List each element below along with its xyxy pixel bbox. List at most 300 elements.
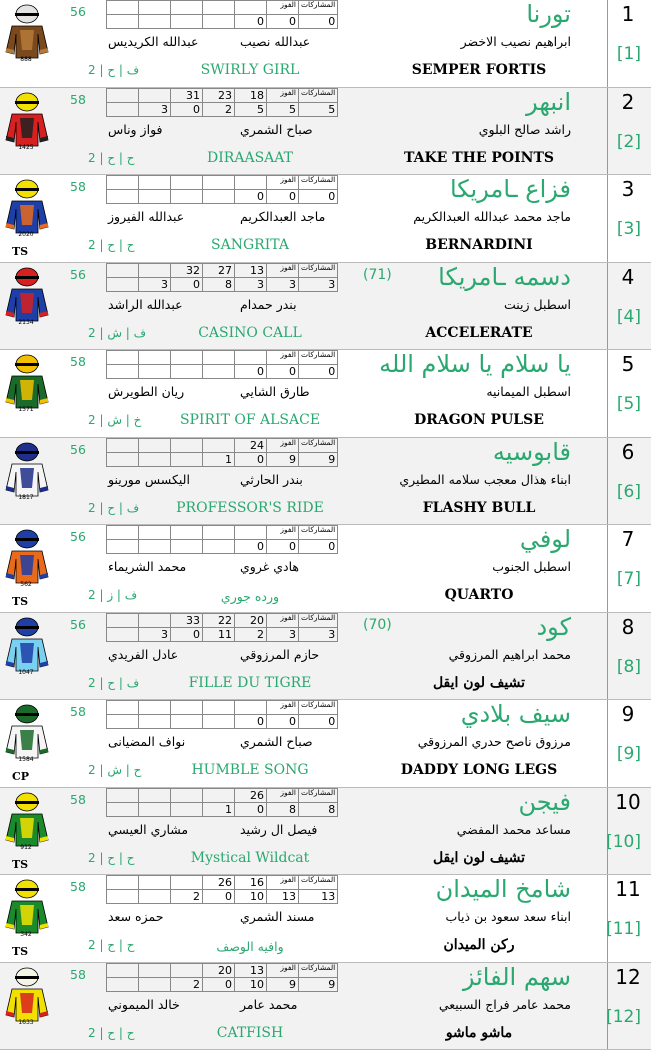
stat-cell: 3 [267,277,299,291]
jockey-name: عبدالله الراشد [108,296,183,312]
stat-cell [107,613,139,627]
number-column [607,175,651,262]
sire-name: تشيف لون ايقل [432,674,526,691]
form-stats-table [106,350,338,379]
stat-cell: 20 [235,613,267,627]
stat-cell: 22 [203,613,235,627]
stat-cell: 0 [267,365,299,379]
runs-header: المشاركات [299,1,338,15]
stat-cell [107,176,139,190]
number-column [607,788,651,875]
stat-cell [139,963,171,977]
race-conditions: ف | ش | 2 [88,325,147,340]
horse-row [0,438,651,526]
carried-weight: 58 [70,791,86,807]
carried-weight: 58 [70,879,86,894]
stat-cell: 8 [203,277,235,291]
carried-weight: 58 [70,91,86,107]
carried-weight: 56 [70,4,86,19]
horse-rating: (70) [363,616,392,633]
carried-weight: 58 [70,354,86,369]
dam-name: SWIRLY GIRL [200,62,300,78]
race-conditions: ف | ح | 2 [88,63,140,77]
silk-number: 342 [20,931,32,938]
horse-number: 1 [621,2,635,26]
runs-header: المشاركات [299,701,338,715]
stat-cell [139,788,171,802]
owner-name: ابراهيم نصيب الاخضر [460,34,571,49]
stat-cell: 3 [299,627,338,641]
jockey-silks-icon [4,792,50,848]
silk-number: 2020 [18,231,34,238]
dam-name: وافيه الوصف [216,939,284,954]
wins-header: الفوز [267,701,299,715]
stat-cell [171,526,203,540]
stat-cell: 20 [203,963,235,977]
draw-number: [8] [616,656,641,677]
equipment-tag: TS [12,945,29,958]
form-stats-table [106,263,338,292]
stat-cell: 27 [203,263,235,277]
horse-row [0,350,651,438]
sire-name: DRAGON PULSE [414,412,544,428]
trainer-name: صباح الشمري [240,734,313,749]
stat-cell [139,526,171,540]
horse-number: 8 [621,614,635,639]
stat-cell [107,277,139,291]
stat-cell: 0 [299,190,338,204]
horse-number: 11 [615,877,641,901]
owner-name: مرزوق ناصح حدري المرزوقي [417,734,571,749]
stat-cell [139,365,171,379]
form-stats-table [106,0,338,29]
owner-name: ابناء هذال معجب سلامه المطيري [399,471,571,487]
dam-name: Mystical Wildcat [190,849,310,866]
jockey-silks-icon [4,354,50,410]
race-conditions: ح | ش | 2 [88,763,142,777]
runs-header: المشاركات [299,438,338,452]
horse-name-ar: سهم الفائز [462,962,571,991]
draw-number: [2] [616,131,641,152]
form-stats-table [106,525,338,554]
horse-rating: (71) [363,266,392,283]
horse-name-ar: انبهر [526,87,571,116]
number-column [607,613,651,700]
stat-cell [171,438,203,452]
draw-number: [5] [616,394,641,414]
stat-cell: 0 [235,540,267,554]
carried-weight: 58 [70,966,86,982]
stat-cell: 23 [203,88,235,102]
race-conditions: ف | ح | 2 [88,500,140,515]
trainer-name: ماجد العبدالكريم [240,209,326,224]
dam-name: SPIRIT OF ALSACE [179,412,321,428]
wins-header: الفوز [267,438,299,452]
runs-header: المشاركات [299,88,338,102]
horse-number: 3 [621,177,635,201]
stat-cell: 0 [299,715,338,729]
horse-row [0,175,651,263]
horse-name-ar: سيف بلادي [460,700,571,728]
stat-cell [107,438,139,452]
stat-cell [171,802,203,816]
jockey-silks-icon [4,879,50,935]
stat-cell: 3 [299,277,338,291]
stat-cell [203,526,235,540]
trainer-name: هادي غروي [240,559,299,574]
jockey-name: عبدالله الفيروز [108,209,185,224]
horse-row [0,0,651,88]
form-stats-table [106,613,338,642]
horse-name-ar: شامخ الميدان [435,875,571,903]
stat-cell [107,788,139,802]
stat-cell [139,802,171,816]
stat-cell: 1 [203,802,235,816]
stat-cell: 0 [235,190,267,204]
stat-cell: 26 [235,788,267,802]
stat-cell: 2 [171,977,203,991]
owner-name: محمد عامر فراج السبيعي [438,996,571,1012]
stat-cell [107,963,139,977]
stat-cell [139,876,171,890]
wins-header: الفوز [267,788,299,802]
horse-number: 5 [621,352,635,376]
stat-cell: 0 [203,890,235,904]
runs-header: المشاركات [299,963,338,977]
silk-number: 888 [20,56,32,63]
stat-cell [203,365,235,379]
dam-name: PROFESSOR'S RIDE [176,499,324,516]
horse-number: 7 [621,527,635,551]
carried-weight: 58 [70,704,86,719]
sire-name: DADDY LONG LEGS [400,762,558,778]
stat-cell [107,526,139,540]
draw-number: [10] [606,831,641,852]
sire-name: BERNARDINI [425,237,533,253]
stat-cell [171,788,203,802]
stat-cell [171,876,203,890]
stat-cell: 2 [203,102,235,116]
horse-name-ar: كود [536,612,571,641]
owner-name: اسطبل زينت [504,296,571,312]
jockey-silks-icon [4,704,50,760]
trainer-name: حازم المرزوقي [240,646,320,662]
stat-cell [139,977,171,991]
stat-cell [171,190,203,204]
jockey-silks-icon [4,4,50,60]
number-column [607,963,651,1050]
dam-name: HUMBLE SONG [191,762,309,778]
stat-cell: 9 [267,977,299,991]
stat-cell [139,351,171,365]
draw-number: [12] [606,1006,641,1027]
draw-number: [4] [616,306,641,327]
stat-cell [171,701,203,715]
sire-name: ماشو ماشو [445,1024,513,1041]
stat-cell: 0 [203,977,235,991]
carried-weight: 56 [70,441,86,457]
stat-cell: 0 [267,15,299,29]
horse-row [0,263,651,351]
trainer-name: بندر الحارثي [240,471,303,487]
owner-name: ابناء سعد سعود بن ذياب [445,909,571,924]
horse-row [0,613,651,701]
jockey-name: اليكسس مورينو [108,471,190,487]
stat-cell: 0 [299,365,338,379]
owner-name: محمد ابراهيم المرزوقي [448,646,571,662]
stat-cell [235,176,267,190]
stat-cell: 0 [267,190,299,204]
dam-name: DIRAASAAT [207,149,293,166]
carried-weight: 56 [70,529,86,544]
stat-cell [171,715,203,729]
jockey-name: نواف المضيانى [108,734,186,749]
stat-cell: 9 [299,977,338,991]
stat-cell [203,176,235,190]
stat-cell: 1 [203,452,235,466]
runs-header: المشاركات [299,176,338,190]
sire-name: ACCELERATE [425,324,533,341]
wins-header: الفوز [267,613,299,627]
trainer-name: فيصل ال رشيد [240,821,318,837]
stat-cell [107,1,139,15]
stat-cell [203,788,235,802]
number-column [607,0,651,87]
owner-name: ماجد محمد عبدالله العبدالكريم [413,209,571,224]
stat-cell: 33 [171,613,203,627]
jockey-silks-icon [4,442,50,498]
stat-cell: 16 [235,876,267,890]
silk-number: 912 [20,843,32,851]
stat-cell [235,351,267,365]
stat-cell [139,176,171,190]
draw-number: [3] [616,219,641,239]
horse-name-ar: فيجن [518,787,571,816]
stat-cell [171,540,203,554]
wins-header: الفوز [267,1,299,15]
stat-cell [107,102,139,116]
runs-header: المشاركات [299,526,338,540]
horse-row [0,525,651,613]
stat-cell [107,190,139,204]
trainer-name: بندر حمدام [240,296,297,312]
stat-cell: 0 [235,802,267,816]
stat-cell [139,263,171,277]
stat-cell: 13 [299,890,338,904]
stat-cell [203,15,235,29]
jockey-silks-icon [4,529,50,585]
jockey-name: مشاري العيسي [108,821,189,837]
trainer-name: مسند الشمري [240,909,315,924]
stat-cell: 3 [139,627,171,641]
stat-cell [171,365,203,379]
equipment-tag: TS [12,857,29,871]
carried-weight: 58 [70,179,86,194]
dam-name: ورده جوري [220,589,280,604]
stat-cell: 9 [267,452,299,466]
jockey-silks-icon [4,267,50,323]
stat-cell: 0 [235,15,267,29]
stat-cell [203,1,235,15]
horse-number: 12 [615,964,641,989]
stat-cell [107,365,139,379]
horse-name-ar: قابوسيه [492,437,571,466]
wins-header: الفوز [267,176,299,190]
silk-number: 1584 [18,756,34,763]
silk-number: 562 [20,581,32,588]
sire-name: QUARTO [444,587,514,603]
race-conditions: ح | ح | 2 [88,850,135,865]
stat-cell: 3 [139,102,171,116]
equipment-tag: TS [12,595,29,608]
stat-cell: 3 [235,277,267,291]
stat-cell [139,701,171,715]
dam-name: SANGRITA [211,237,289,253]
stat-cell: 26 [203,876,235,890]
stat-cell: 9 [299,452,338,466]
jockey-name: محمد الشريماء [108,559,187,574]
race-conditions: ح | ح | 2 [88,150,135,165]
draw-number: [1] [616,44,641,64]
form-stats-table [106,88,338,117]
draw-number: [6] [616,481,641,502]
stat-cell [107,627,139,641]
horse-name-ar: يا سلام يا سلام الله [379,350,571,378]
jockey-name: ريان الطويرش [108,384,185,399]
draw-number: [7] [616,569,641,589]
horse-row [0,88,651,176]
form-stats-table [106,700,338,729]
number-column [607,438,651,525]
jockey-name: خالد الميموني [108,996,180,1012]
stat-cell [107,88,139,102]
stat-cell [171,176,203,190]
stat-cell: 2 [171,890,203,904]
stat-cell [139,452,171,466]
stat-cell [203,438,235,452]
stat-cell [235,701,267,715]
number-column [607,875,651,962]
owner-name: اسطبل الميمانيه [486,384,571,399]
horse-row [0,875,651,963]
runs-header: المشاركات [299,613,338,627]
trainer-name: طارق الشايي [240,384,310,399]
stat-cell [203,715,235,729]
number-column [607,350,651,437]
carried-weight: 56 [70,266,86,282]
stat-cell [107,540,139,554]
stat-cell [139,715,171,729]
silk-number: 2134 [18,318,34,326]
wins-header: الفوز [267,263,299,277]
stat-cell [171,452,203,466]
horse-number: 6 [621,439,635,464]
stat-cell [203,540,235,554]
sire-name: TAKE THE POINTS [403,149,554,166]
stat-cell: 3 [139,277,171,291]
horse-row [0,700,651,788]
stat-cell: 0 [235,452,267,466]
stat-cell [139,613,171,627]
form-stats-table [106,175,338,204]
stat-cell [107,876,139,890]
horse-row [0,788,651,876]
stat-cell [203,351,235,365]
jockey-silks-icon [4,92,50,148]
horse-name-ar: لوفي [519,525,571,553]
stat-cell [139,190,171,204]
form-stats-table [106,438,338,467]
stat-cell [107,15,139,29]
race-conditions: ف | ز | 2 [88,588,138,602]
horse-name-ar: تورنا [526,0,571,28]
dam-name: FILLE DU TIGRE [188,674,312,691]
horse-number: 2 [621,89,635,114]
stat-cell: 8 [267,802,299,816]
draw-number: [11] [606,919,641,939]
silk-number: 1571 [18,406,34,413]
horse-name-ar: فزاع ـامريكا [449,175,571,203]
trainer-name: عبدالله نصيب [240,34,311,49]
silk-number: 1633 [18,1018,34,1026]
equipment-tag: CP [12,770,30,783]
silk-number: 1817 [18,493,34,501]
race-conditions: ح | ح | 2 [88,938,135,952]
stat-cell [171,963,203,977]
runs-header: المشاركات [299,351,338,365]
stat-cell: 5 [267,102,299,116]
stat-cell: 10 [235,890,267,904]
form-stats-table [106,875,338,904]
stat-cell [235,526,267,540]
form-stats-table [106,963,338,992]
stat-cell [107,701,139,715]
jockey-name: عادل الفريدي [108,646,179,662]
runs-header: المشاركات [299,876,338,890]
horse-row [0,963,651,1051]
wins-header: الفوز [267,526,299,540]
stat-cell: 0 [171,102,203,116]
stat-cell: 18 [235,88,267,102]
stat-cell: 11 [203,627,235,641]
jockey-silks-icon [4,617,50,673]
stat-cell [107,977,139,991]
stat-cell [107,263,139,277]
jockey-name: عبدالله الكريديس [108,34,199,49]
carried-weight: 56 [70,616,86,632]
stat-cell: 0 [299,540,338,554]
draw-number: [9] [616,744,641,764]
owner-name: راشد صالح البلوي [478,121,571,137]
stat-cell [139,88,171,102]
runs-header: المشاركات [299,788,338,802]
race-conditions: ح | ح | 2 [88,1025,135,1040]
race-conditions: ف | ح | 2 [88,675,140,690]
silk-number: 1047 [18,668,34,676]
stat-cell: 13 [267,890,299,904]
jockey-silks-icon [4,967,50,1023]
stat-cell: 2 [235,627,267,641]
stat-cell: 0 [267,540,299,554]
stat-cell [139,438,171,452]
sire-name: ركن الميدان [443,937,515,953]
stat-cell: 0 [235,715,267,729]
stat-cell [107,715,139,729]
horse-number: 4 [621,264,635,289]
horse-number: 9 [621,702,635,726]
equipment-tag: TS [12,245,29,258]
wins-header: الفوز [267,963,299,977]
